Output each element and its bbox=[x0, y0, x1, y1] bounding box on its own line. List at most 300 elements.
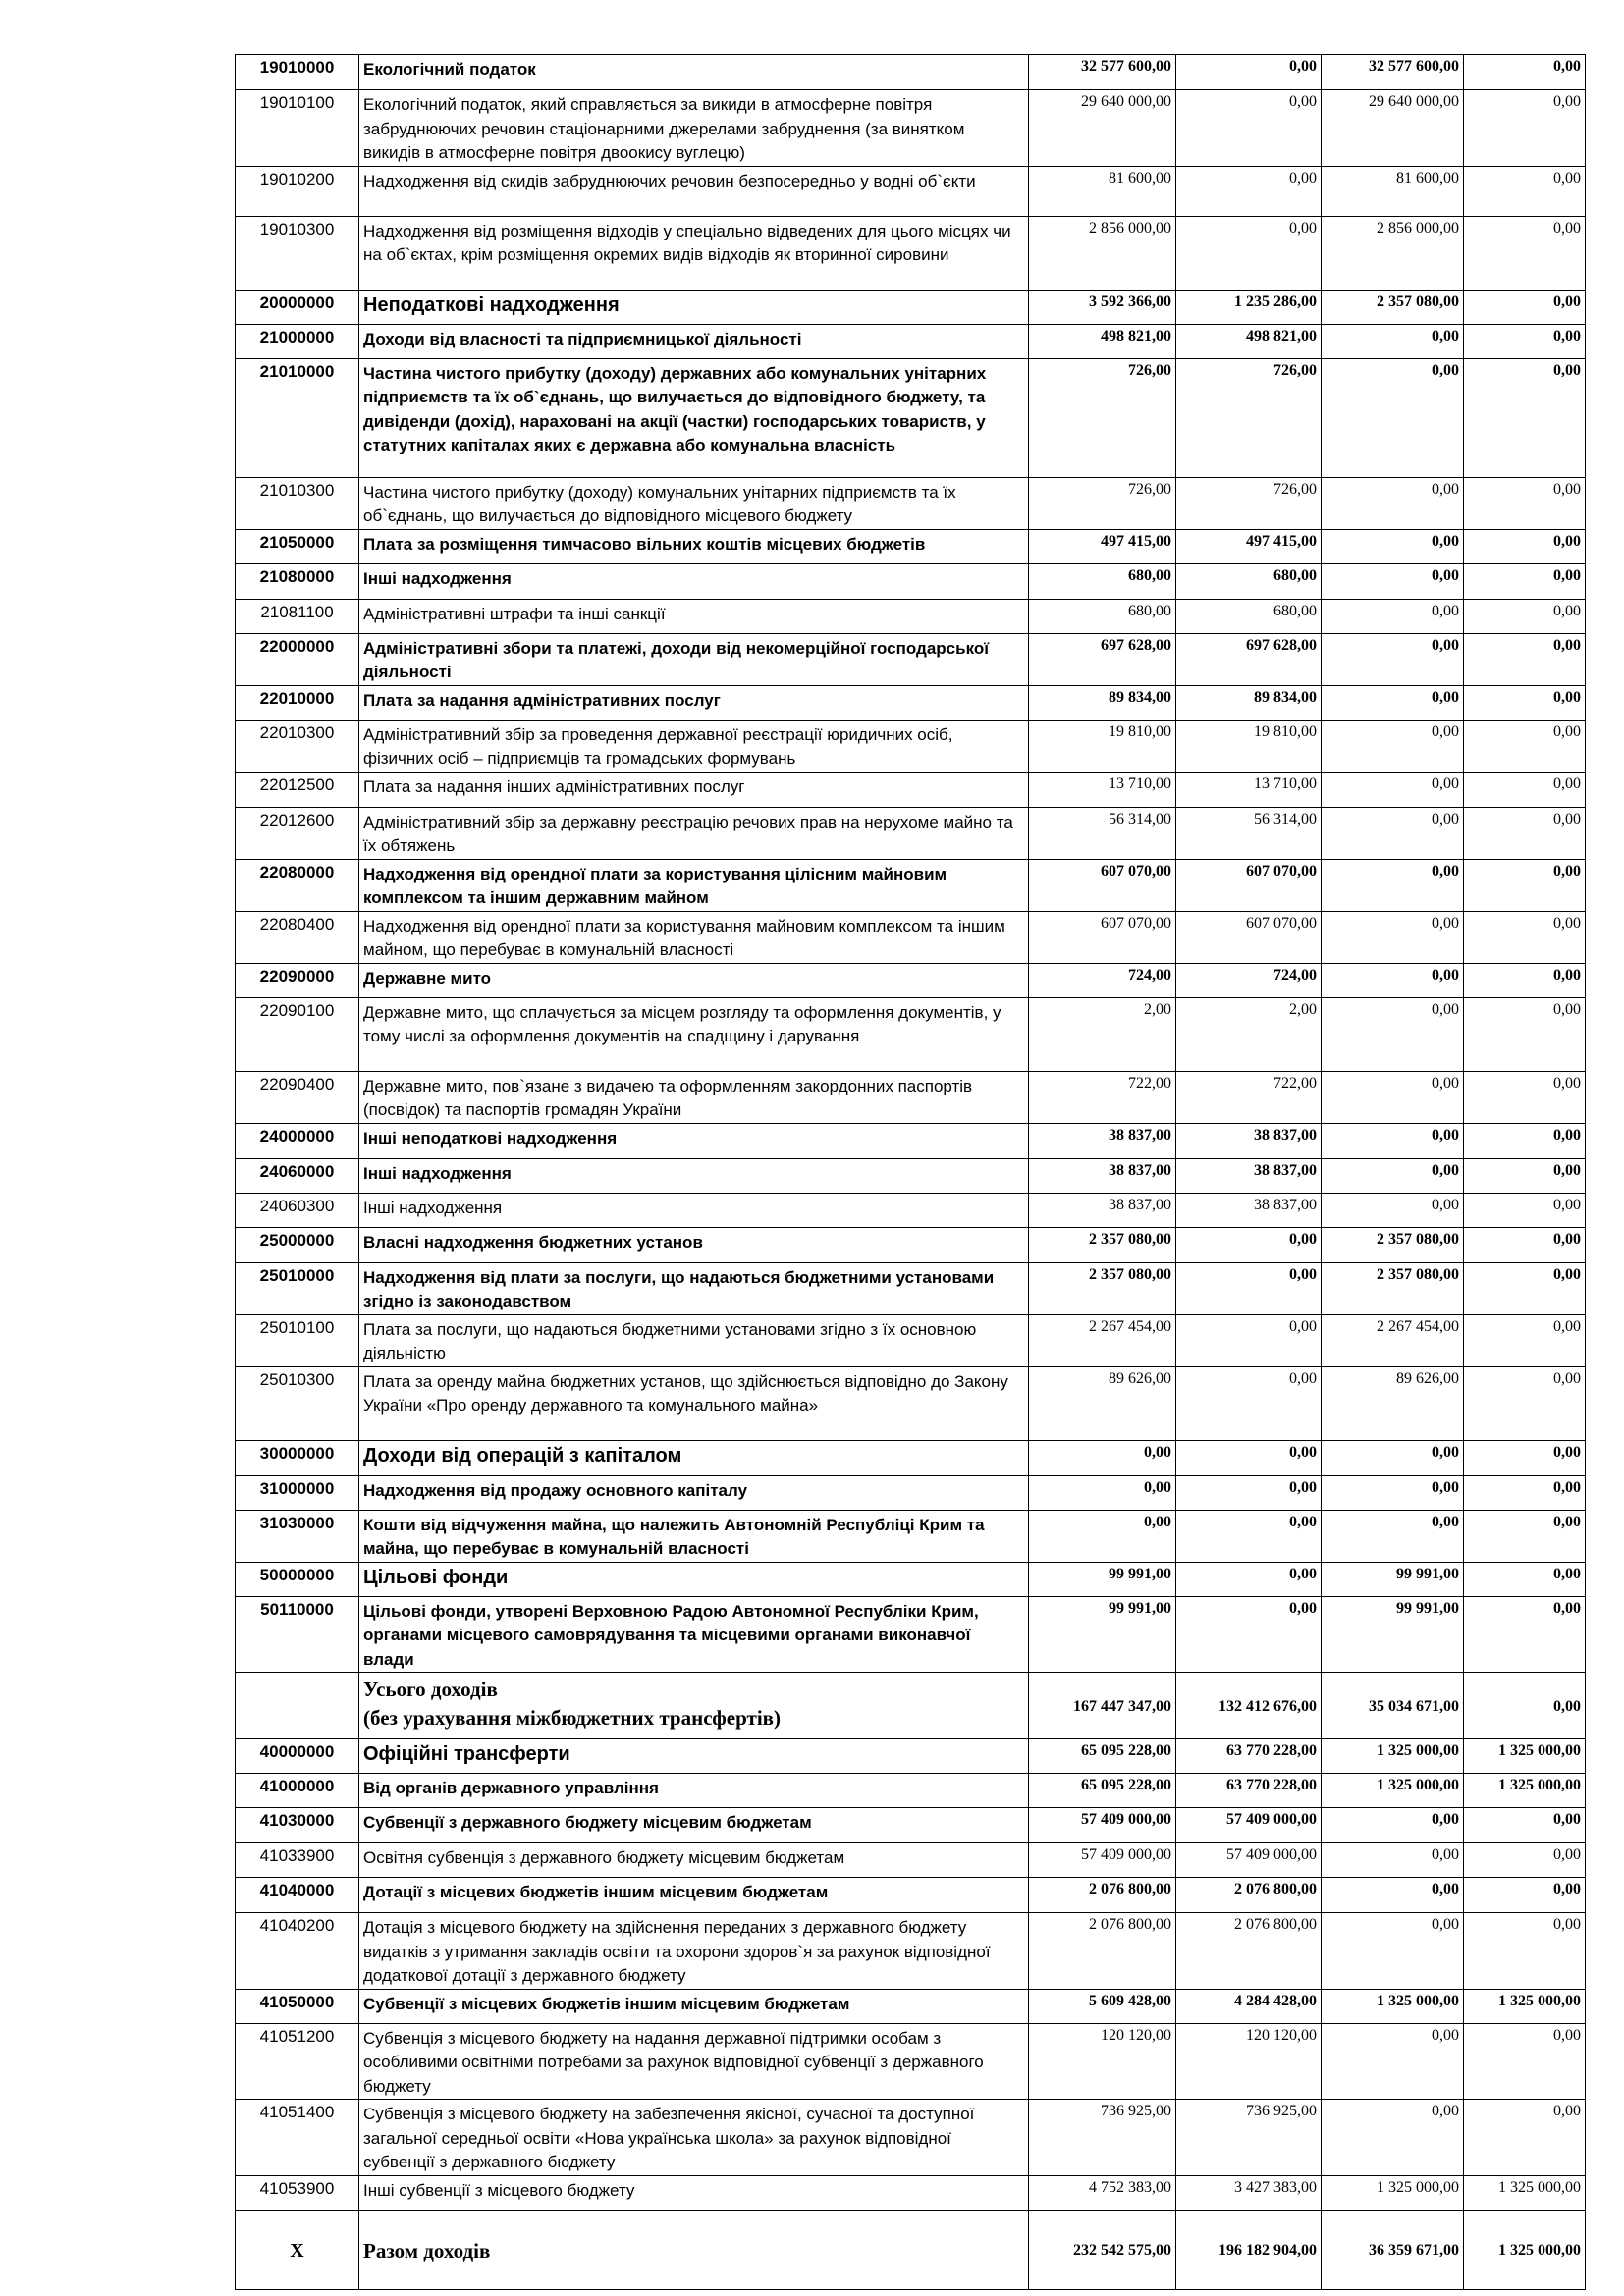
row-development-budget: 0,00 bbox=[1464, 1596, 1586, 1673]
row-code: 19010100 bbox=[236, 90, 359, 167]
row-code: 22080000 bbox=[236, 859, 359, 911]
row-development-budget: 0,00 bbox=[1464, 1366, 1586, 1440]
row-special-fund: 0,00 bbox=[1322, 1913, 1464, 1990]
row-code: 41051200 bbox=[236, 2023, 359, 2100]
row-development-budget: 1 325 000,00 bbox=[1464, 1774, 1586, 1808]
row-name: Надходження від скидів забруднюючих речовин безпосередньо у водні об`єкти bbox=[359, 166, 1029, 216]
row-special-fund: 0,00 bbox=[1322, 633, 1464, 685]
row-development-budget: 0,00 bbox=[1464, 1475, 1586, 1510]
row-development-budget: 0,00 bbox=[1464, 2100, 1586, 2176]
row-special-fund: 0,00 bbox=[1322, 563, 1464, 599]
row-special-fund: 2 357 080,00 bbox=[1322, 1262, 1464, 1314]
row-name: Дотація з місцевого бюджету на здійснення переданих з державного бюджету видатків з утримання закладів освіти та охорони здоров`я за рахунок відповідної додаткової дотації з державного бюджету bbox=[359, 1913, 1029, 1990]
row-general-fund: 63 770 228,00 bbox=[1176, 1774, 1322, 1808]
table-row bbox=[236, 1227, 1586, 1262]
table-row bbox=[236, 997, 1586, 1071]
row-general-fund: 57 409 000,00 bbox=[1176, 1808, 1322, 1843]
row-special-fund: 81 600,00 bbox=[1322, 166, 1464, 216]
row-development-budget: 0,00 bbox=[1464, 859, 1586, 911]
row-special-fund: 0,00 bbox=[1322, 2023, 1464, 2100]
row-special-fund: 0,00 bbox=[1322, 529, 1464, 563]
row-development-budget: 0,00 bbox=[1464, 290, 1586, 324]
row-special-fund: 0,00 bbox=[1322, 358, 1464, 477]
row-code: 25010000 bbox=[236, 1262, 359, 1314]
row-total-amount: 2 357 080,00 bbox=[1029, 1262, 1176, 1314]
row-total-amount: 38 837,00 bbox=[1029, 1158, 1176, 1193]
row-code: 22000000 bbox=[236, 633, 359, 685]
row-code: 21081100 bbox=[236, 599, 359, 633]
table-row bbox=[236, 290, 1586, 324]
row-development-budget: 0,00 bbox=[1464, 1262, 1586, 1314]
row-special-fund: 89 626,00 bbox=[1322, 1366, 1464, 1440]
row-total-amount: 2 076 800,00 bbox=[1029, 1913, 1176, 1990]
row-code: 41053900 bbox=[236, 2175, 359, 2210]
row-development-budget: 0,00 bbox=[1464, 633, 1586, 685]
revenue-table bbox=[235, 54, 1586, 2290]
row-general-fund: 3 427 383,00 bbox=[1176, 2175, 1322, 2210]
row-general-fund: 2 076 800,00 bbox=[1176, 1913, 1322, 1990]
row-name: Державне мито, що сплачується за місцем розгляду та оформлення документів, у тому числі за оформлення документів на спадщину і дарування bbox=[359, 997, 1029, 1071]
table-row bbox=[236, 720, 1586, 772]
table-row bbox=[236, 1808, 1586, 1843]
row-total-amount: 607 070,00 bbox=[1029, 859, 1176, 911]
row-general-fund: 0,00 bbox=[1176, 1510, 1322, 1562]
row-special-fund: 1 325 000,00 bbox=[1322, 1739, 1464, 1774]
row-special-fund: 99 991,00 bbox=[1322, 1562, 1464, 1596]
row-special-fund: 0,00 bbox=[1322, 720, 1464, 772]
row-special-fund: 0,00 bbox=[1322, 477, 1464, 529]
row-total-amount: 81 600,00 bbox=[1029, 166, 1176, 216]
table-row bbox=[236, 529, 1586, 563]
row-code: 22012500 bbox=[236, 772, 359, 807]
row-development-budget: 0,00 bbox=[1464, 166, 1586, 216]
row-total-amount: 736 925,00 bbox=[1029, 2100, 1176, 2176]
row-total-amount: 697 628,00 bbox=[1029, 633, 1176, 685]
row-code: 31000000 bbox=[236, 1475, 359, 1510]
row-total-amount: 32 577 600,00 bbox=[1029, 55, 1176, 90]
row-development-budget: 0,00 bbox=[1464, 599, 1586, 633]
row-general-fund: 0,00 bbox=[1176, 1366, 1322, 1440]
row-total-amount: 726,00 bbox=[1029, 477, 1176, 529]
row-name: Інші субвенції з місцевого бюджету bbox=[359, 2175, 1029, 2210]
row-code: 31030000 bbox=[236, 1510, 359, 1562]
row-special-fund: 0,00 bbox=[1322, 324, 1464, 358]
row-development-budget: 0,00 bbox=[1464, 216, 1586, 290]
row-code: 41050000 bbox=[236, 1989, 359, 2023]
row-total-amount: 38 837,00 bbox=[1029, 1193, 1176, 1227]
row-total-amount: 722,00 bbox=[1029, 1071, 1176, 1123]
row-code: 21010000 bbox=[236, 358, 359, 477]
row-development-budget: 0,00 bbox=[1464, 911, 1586, 963]
row-total-amount: 4 752 383,00 bbox=[1029, 2175, 1176, 2210]
row-code bbox=[236, 1673, 359, 1739]
row-name: Надходження від розміщення відходів у спеціально відведених для цього місцях чи на об`єктах, крім розміщення окремих видів відходів як вторинної сировини bbox=[359, 216, 1029, 290]
row-code: 22010000 bbox=[236, 685, 359, 720]
row-total-amount: 607 070,00 bbox=[1029, 911, 1176, 963]
row-development-budget: 0,00 bbox=[1464, 685, 1586, 720]
row-special-fund: 2 357 080,00 bbox=[1322, 290, 1464, 324]
row-total-amount: 167 447 347,00 bbox=[1029, 1673, 1176, 1739]
row-code: 22090000 bbox=[236, 963, 359, 997]
revenue-table-body bbox=[236, 55, 1586, 2290]
row-development-budget: 0,00 bbox=[1464, 477, 1586, 529]
row-special-fund: 35 034 671,00 bbox=[1322, 1673, 1464, 1739]
row-total-amount: 65 095 228,00 bbox=[1029, 1739, 1176, 1774]
row-special-fund: 0,00 bbox=[1322, 1071, 1464, 1123]
table-row bbox=[236, 633, 1586, 685]
table-row bbox=[236, 477, 1586, 529]
row-general-fund: 498 821,00 bbox=[1176, 324, 1322, 358]
row-name: Плата за послуги, що надаються бюджетними установами згідно з їх основною діяльністю bbox=[359, 1314, 1029, 1366]
row-special-fund: 0,00 bbox=[1322, 1843, 1464, 1878]
row-name: Цільові фонди, утворені Верховною Радою Автономної Республіки Крим, органами місцевого самоврядування та місцевими органами виконавчої влади bbox=[359, 1596, 1029, 1673]
row-special-fund: 36 359 671,00 bbox=[1322, 2210, 1464, 2289]
row-code: 41030000 bbox=[236, 1808, 359, 1843]
row-name: Субвенції з державного бюджету місцевим бюджетам bbox=[359, 1808, 1029, 1843]
table-row bbox=[236, 2023, 1586, 2100]
row-total-amount: 3 592 366,00 bbox=[1029, 290, 1176, 324]
row-code: 24000000 bbox=[236, 1123, 359, 1158]
row-total-amount: 680,00 bbox=[1029, 599, 1176, 633]
table-row bbox=[236, 859, 1586, 911]
row-development-budget: 0,00 bbox=[1464, 324, 1586, 358]
row-development-budget: 0,00 bbox=[1464, 1913, 1586, 1990]
table-row bbox=[236, 1510, 1586, 1562]
row-development-budget: 0,00 bbox=[1464, 1193, 1586, 1227]
table-row bbox=[236, 216, 1586, 290]
table-row bbox=[236, 911, 1586, 963]
row-special-fund: 0,00 bbox=[1322, 911, 1464, 963]
row-development-budget: 0,00 bbox=[1464, 1843, 1586, 1878]
table-row bbox=[236, 1739, 1586, 1774]
row-total-amount: 57 409 000,00 bbox=[1029, 1843, 1176, 1878]
table-row bbox=[236, 1596, 1586, 1673]
row-code: X bbox=[236, 2210, 359, 2289]
row-name: Плата за оренду майна бюджетних установ, що здійснюється відповідно до Закону України «Про оренду державного та комунального майна» bbox=[359, 1366, 1029, 1440]
row-general-fund: 1 235 286,00 bbox=[1176, 290, 1322, 324]
row-special-fund: 0,00 bbox=[1322, 1475, 1464, 1510]
row-development-budget: 0,00 bbox=[1464, 90, 1586, 167]
row-name: Частина чистого прибутку (доходу) державних або комунальних унітарних підприємств та їх об`єднань, що вилучається до відповідного бюджету, та дивіденди (дохід), нараховані на акції (частки) господарських товариств, у статутних капіталах яких є державна або комунальна власність bbox=[359, 358, 1029, 477]
row-development-budget: 0,00 bbox=[1464, 2023, 1586, 2100]
row-total-amount: 38 837,00 bbox=[1029, 1123, 1176, 1158]
table-row bbox=[236, 55, 1586, 90]
table-row bbox=[236, 1673, 1586, 1739]
table-row bbox=[236, 324, 1586, 358]
row-total-amount: 0,00 bbox=[1029, 1440, 1176, 1475]
table-row bbox=[236, 1989, 1586, 2023]
row-name: Усього доходів (без урахування міжбюджетних трансфертів) bbox=[359, 1673, 1029, 1739]
row-code: 21010300 bbox=[236, 477, 359, 529]
row-name: Інші надходження bbox=[359, 1158, 1029, 1193]
row-name: Плата за розміщення тимчасово вільних коштів місцевих бюджетів bbox=[359, 529, 1029, 563]
row-code: 22090400 bbox=[236, 1071, 359, 1123]
row-name: Частина чистого прибутку (доходу) комунальних унітарних підприємств та їх об`єднань, що вилучається до відповідного місцевого бюджету bbox=[359, 477, 1029, 529]
row-code: 19010200 bbox=[236, 166, 359, 216]
table-row bbox=[236, 1913, 1586, 1990]
row-code: 41051400 bbox=[236, 2100, 359, 2176]
row-code: 19010000 bbox=[236, 55, 359, 90]
row-special-fund: 2 856 000,00 bbox=[1322, 216, 1464, 290]
table-row bbox=[236, 2210, 1586, 2289]
row-code: 21080000 bbox=[236, 563, 359, 599]
row-name: Адміністративні штрафи та інші санкції bbox=[359, 599, 1029, 633]
row-development-budget: 0,00 bbox=[1464, 1808, 1586, 1843]
table-row bbox=[236, 2175, 1586, 2210]
row-name: Субвенція з місцевого бюджету на надання державної підтримки особам з особливими освітніми потребами за рахунок відповідної субвенції з державного бюджету bbox=[359, 2023, 1029, 2100]
row-general-fund: 57 409 000,00 bbox=[1176, 1843, 1322, 1878]
row-name: Інші надходження bbox=[359, 1193, 1029, 1227]
table-row bbox=[236, 563, 1586, 599]
row-general-fund: 120 120,00 bbox=[1176, 2023, 1322, 2100]
row-development-budget: 0,00 bbox=[1464, 772, 1586, 807]
row-general-fund: 497 415,00 bbox=[1176, 529, 1322, 563]
row-name: Власні надходження бюджетних установ bbox=[359, 1227, 1029, 1262]
row-total-amount: 99 991,00 bbox=[1029, 1596, 1176, 1673]
row-code: 20000000 bbox=[236, 290, 359, 324]
row-code: 24060300 bbox=[236, 1193, 359, 1227]
table-row bbox=[236, 90, 1586, 167]
row-code: 41033900 bbox=[236, 1843, 359, 1878]
row-total-amount: 29 640 000,00 bbox=[1029, 90, 1176, 167]
row-development-budget: 0,00 bbox=[1464, 1510, 1586, 1562]
row-name: Разом доходів bbox=[359, 2210, 1029, 2289]
row-code: 30000000 bbox=[236, 1440, 359, 1475]
row-name: Від органів державного управління bbox=[359, 1774, 1029, 1808]
row-name: Державне мито, пов`язане з видачею та оформленням закордонних паспортів (посвідок) та паспортів громадян України bbox=[359, 1071, 1029, 1123]
table-row bbox=[236, 1158, 1586, 1193]
row-general-fund: 697 628,00 bbox=[1176, 633, 1322, 685]
row-name: Адміністративний збір за державну реєстрацію речових прав на нерухоме майно та їх обтяжень bbox=[359, 807, 1029, 859]
row-general-fund: 0,00 bbox=[1176, 166, 1322, 216]
row-name: Субвенції з місцевих бюджетів іншим місцевим бюджетам bbox=[359, 1989, 1029, 2023]
row-total-amount: 724,00 bbox=[1029, 963, 1176, 997]
row-general-fund: 38 837,00 bbox=[1176, 1123, 1322, 1158]
table-row bbox=[236, 358, 1586, 477]
row-development-budget: 0,00 bbox=[1464, 720, 1586, 772]
row-development-budget: 0,00 bbox=[1464, 1673, 1586, 1739]
table-row bbox=[236, 1123, 1586, 1158]
row-development-budget: 0,00 bbox=[1464, 529, 1586, 563]
row-total-amount: 680,00 bbox=[1029, 563, 1176, 599]
row-total-amount: 120 120,00 bbox=[1029, 2023, 1176, 2100]
row-code: 22012600 bbox=[236, 807, 359, 859]
row-development-budget: 1 325 000,00 bbox=[1464, 2210, 1586, 2289]
row-code: 25000000 bbox=[236, 1227, 359, 1262]
row-general-fund: 56 314,00 bbox=[1176, 807, 1322, 859]
row-special-fund: 0,00 bbox=[1322, 1158, 1464, 1193]
row-general-fund: 607 070,00 bbox=[1176, 911, 1322, 963]
row-total-amount: 0,00 bbox=[1029, 1475, 1176, 1510]
row-name: Державне мито bbox=[359, 963, 1029, 997]
row-general-fund: 132 412 676,00 bbox=[1176, 1673, 1322, 1739]
row-name: Субвенція з місцевого бюджету на забезпечення якісної, сучасної та доступної загальної середньої освіти «Нова українська школа» за рахунок відповідної субвенції з державного бюджету bbox=[359, 2100, 1029, 2176]
row-development-budget: 1 325 000,00 bbox=[1464, 1739, 1586, 1774]
table-row bbox=[236, 1366, 1586, 1440]
row-name: Плата за надання інших адміністративних послуг bbox=[359, 772, 1029, 807]
row-name: Надходження від плати за послуги, що надаються бюджетними установами згідно із законодавством bbox=[359, 1262, 1029, 1314]
table-row bbox=[236, 1843, 1586, 1878]
row-code: 25010300 bbox=[236, 1366, 359, 1440]
row-special-fund: 0,00 bbox=[1322, 1440, 1464, 1475]
row-code: 25010100 bbox=[236, 1314, 359, 1366]
row-total-amount: 89 834,00 bbox=[1029, 685, 1176, 720]
table-row bbox=[236, 685, 1586, 720]
row-development-budget: 0,00 bbox=[1464, 1562, 1586, 1596]
row-general-fund: 4 284 428,00 bbox=[1176, 1989, 1322, 2023]
row-special-fund: 0,00 bbox=[1322, 807, 1464, 859]
row-special-fund: 0,00 bbox=[1322, 963, 1464, 997]
row-development-budget: 0,00 bbox=[1464, 1158, 1586, 1193]
row-development-budget: 0,00 bbox=[1464, 807, 1586, 859]
row-special-fund: 0,00 bbox=[1322, 1510, 1464, 1562]
row-code: 41040000 bbox=[236, 1878, 359, 1913]
row-special-fund: 2 357 080,00 bbox=[1322, 1227, 1464, 1262]
row-development-budget: 0,00 bbox=[1464, 358, 1586, 477]
row-total-amount: 56 314,00 bbox=[1029, 807, 1176, 859]
table-row bbox=[236, 166, 1586, 216]
table-row bbox=[236, 1774, 1586, 1808]
row-general-fund: 38 837,00 bbox=[1176, 1158, 1322, 1193]
row-general-fund: 680,00 bbox=[1176, 599, 1322, 633]
row-general-fund: 19 810,00 bbox=[1176, 720, 1322, 772]
row-name: Доходи від операцій з капіталом bbox=[359, 1440, 1029, 1475]
row-name: Цільові фонди bbox=[359, 1562, 1029, 1596]
row-total-amount: 2,00 bbox=[1029, 997, 1176, 1071]
row-name: Кошти від відчуження майна, що належить Автономній Республіці Крим та майна, що перебуває в комунальній власності bbox=[359, 1510, 1029, 1562]
row-special-fund: 2 267 454,00 bbox=[1322, 1314, 1464, 1366]
row-total-amount: 498 821,00 bbox=[1029, 324, 1176, 358]
row-code: 41000000 bbox=[236, 1774, 359, 1808]
row-general-fund: 0,00 bbox=[1176, 90, 1322, 167]
row-name: Неподаткові надходження bbox=[359, 290, 1029, 324]
row-general-fund: 63 770 228,00 bbox=[1176, 1739, 1322, 1774]
row-name: Надходження від орендної плати за користування майновим комплексом та іншим майном, що перебуває в комунальній власності bbox=[359, 911, 1029, 963]
row-special-fund: 0,00 bbox=[1322, 1193, 1464, 1227]
row-general-fund: 722,00 bbox=[1176, 1071, 1322, 1123]
row-total-amount: 2 267 454,00 bbox=[1029, 1314, 1176, 1366]
row-name: Інші надходження bbox=[359, 563, 1029, 599]
row-total-amount: 13 710,00 bbox=[1029, 772, 1176, 807]
row-general-fund: 0,00 bbox=[1176, 1314, 1322, 1366]
row-name: Дотації з місцевих бюджетів іншим місцевим бюджетам bbox=[359, 1878, 1029, 1913]
row-general-fund: 2,00 bbox=[1176, 997, 1322, 1071]
row-code: 50000000 bbox=[236, 1562, 359, 1596]
row-total-amount: 2 856 000,00 bbox=[1029, 216, 1176, 290]
row-general-fund: 0,00 bbox=[1176, 1227, 1322, 1262]
row-development-budget: 0,00 bbox=[1464, 55, 1586, 90]
row-name: Плата за надання адміністративних послуг bbox=[359, 685, 1029, 720]
row-total-amount: 5 609 428,00 bbox=[1029, 1989, 1176, 2023]
table-row bbox=[236, 2100, 1586, 2176]
row-total-amount: 99 991,00 bbox=[1029, 1562, 1176, 1596]
row-total-amount: 726,00 bbox=[1029, 358, 1176, 477]
row-special-fund: 0,00 bbox=[1322, 599, 1464, 633]
row-code: 40000000 bbox=[236, 1739, 359, 1774]
row-code: 24060000 bbox=[236, 1158, 359, 1193]
row-general-fund: 38 837,00 bbox=[1176, 1193, 1322, 1227]
table-row bbox=[236, 1193, 1586, 1227]
row-general-fund: 726,00 bbox=[1176, 358, 1322, 477]
row-general-fund: 196 182 904,00 bbox=[1176, 2210, 1322, 2289]
row-special-fund: 1 325 000,00 bbox=[1322, 2175, 1464, 2210]
row-general-fund: 0,00 bbox=[1176, 1562, 1322, 1596]
row-general-fund: 2 076 800,00 bbox=[1176, 1878, 1322, 1913]
row-special-fund: 99 991,00 bbox=[1322, 1596, 1464, 1673]
table-row bbox=[236, 1262, 1586, 1314]
row-special-fund: 0,00 bbox=[1322, 997, 1464, 1071]
table-row bbox=[236, 1878, 1586, 1913]
row-special-fund: 0,00 bbox=[1322, 1878, 1464, 1913]
row-development-budget: 0,00 bbox=[1464, 1878, 1586, 1913]
row-special-fund: 0,00 bbox=[1322, 2100, 1464, 2176]
row-name: Адміністративні збори та платежі, доходи від некомерційної господарської діяльності bbox=[359, 633, 1029, 685]
row-general-fund: 0,00 bbox=[1176, 55, 1322, 90]
row-development-budget: 0,00 bbox=[1464, 1071, 1586, 1123]
row-special-fund: 0,00 bbox=[1322, 685, 1464, 720]
row-general-fund: 0,00 bbox=[1176, 1596, 1322, 1673]
row-total-amount: 0,00 bbox=[1029, 1510, 1176, 1562]
row-general-fund: 736 925,00 bbox=[1176, 2100, 1322, 2176]
table-row bbox=[236, 599, 1586, 633]
row-code: 21000000 bbox=[236, 324, 359, 358]
row-general-fund: 0,00 bbox=[1176, 1440, 1322, 1475]
row-code: 50110000 bbox=[236, 1596, 359, 1673]
row-development-budget: 0,00 bbox=[1464, 963, 1586, 997]
row-special-fund: 32 577 600,00 bbox=[1322, 55, 1464, 90]
row-development-budget: 1 325 000,00 bbox=[1464, 1989, 1586, 2023]
table-row bbox=[236, 1562, 1586, 1596]
row-total-amount: 232 542 575,00 bbox=[1029, 2210, 1176, 2289]
row-total-amount: 2 076 800,00 bbox=[1029, 1878, 1176, 1913]
row-development-budget: 0,00 bbox=[1464, 1227, 1586, 1262]
row-development-budget: 0,00 bbox=[1464, 1314, 1586, 1366]
row-general-fund: 680,00 bbox=[1176, 563, 1322, 599]
row-name: Освітня субвенція з державного бюджету місцевим бюджетам bbox=[359, 1843, 1029, 1878]
row-special-fund: 0,00 bbox=[1322, 859, 1464, 911]
row-name: Адміністративний збір за проведення державної реєстрації юридичних осіб, фізичних осіб – підприємців та громадських формувань bbox=[359, 720, 1029, 772]
row-total-amount: 65 095 228,00 bbox=[1029, 1774, 1176, 1808]
row-name: Надходження від орендної плати за користування цілісним майновим комплексом та іншим державним майном bbox=[359, 859, 1029, 911]
row-total-amount: 19 810,00 bbox=[1029, 720, 1176, 772]
row-general-fund: 13 710,00 bbox=[1176, 772, 1322, 807]
row-code: 21050000 bbox=[236, 529, 359, 563]
row-development-budget: 0,00 bbox=[1464, 563, 1586, 599]
row-code: 41040200 bbox=[236, 1913, 359, 1990]
row-special-fund: 29 640 000,00 bbox=[1322, 90, 1464, 167]
row-special-fund: 1 325 000,00 bbox=[1322, 1989, 1464, 2023]
row-name: Доходи від власності та підприємницької діяльності bbox=[359, 324, 1029, 358]
row-special-fund: 1 325 000,00 bbox=[1322, 1774, 1464, 1808]
row-total-amount: 89 626,00 bbox=[1029, 1366, 1176, 1440]
row-name: Екологічний податок, який справляється за викиди в атмосферне повітря забруднюючих речовин стаціонарними джерелами забруднення (за винятком викидів в атмосферне повітря двоокису вуглецю) bbox=[359, 90, 1029, 167]
row-code: 22090100 bbox=[236, 997, 359, 1071]
row-general-fund: 89 834,00 bbox=[1176, 685, 1322, 720]
row-total-amount: 57 409 000,00 bbox=[1029, 1808, 1176, 1843]
row-general-fund: 0,00 bbox=[1176, 216, 1322, 290]
table-row bbox=[236, 1314, 1586, 1366]
row-special-fund: 0,00 bbox=[1322, 772, 1464, 807]
row-special-fund: 0,00 bbox=[1322, 1123, 1464, 1158]
row-general-fund: 724,00 bbox=[1176, 963, 1322, 997]
row-development-budget: 1 325 000,00 bbox=[1464, 2175, 1586, 2210]
row-general-fund: 607 070,00 bbox=[1176, 859, 1322, 911]
row-code: 22010300 bbox=[236, 720, 359, 772]
row-name: Надходження від продажу основного капіталу bbox=[359, 1475, 1029, 1510]
table-row bbox=[236, 1071, 1586, 1123]
row-development-budget: 0,00 bbox=[1464, 1440, 1586, 1475]
table-row bbox=[236, 963, 1586, 997]
